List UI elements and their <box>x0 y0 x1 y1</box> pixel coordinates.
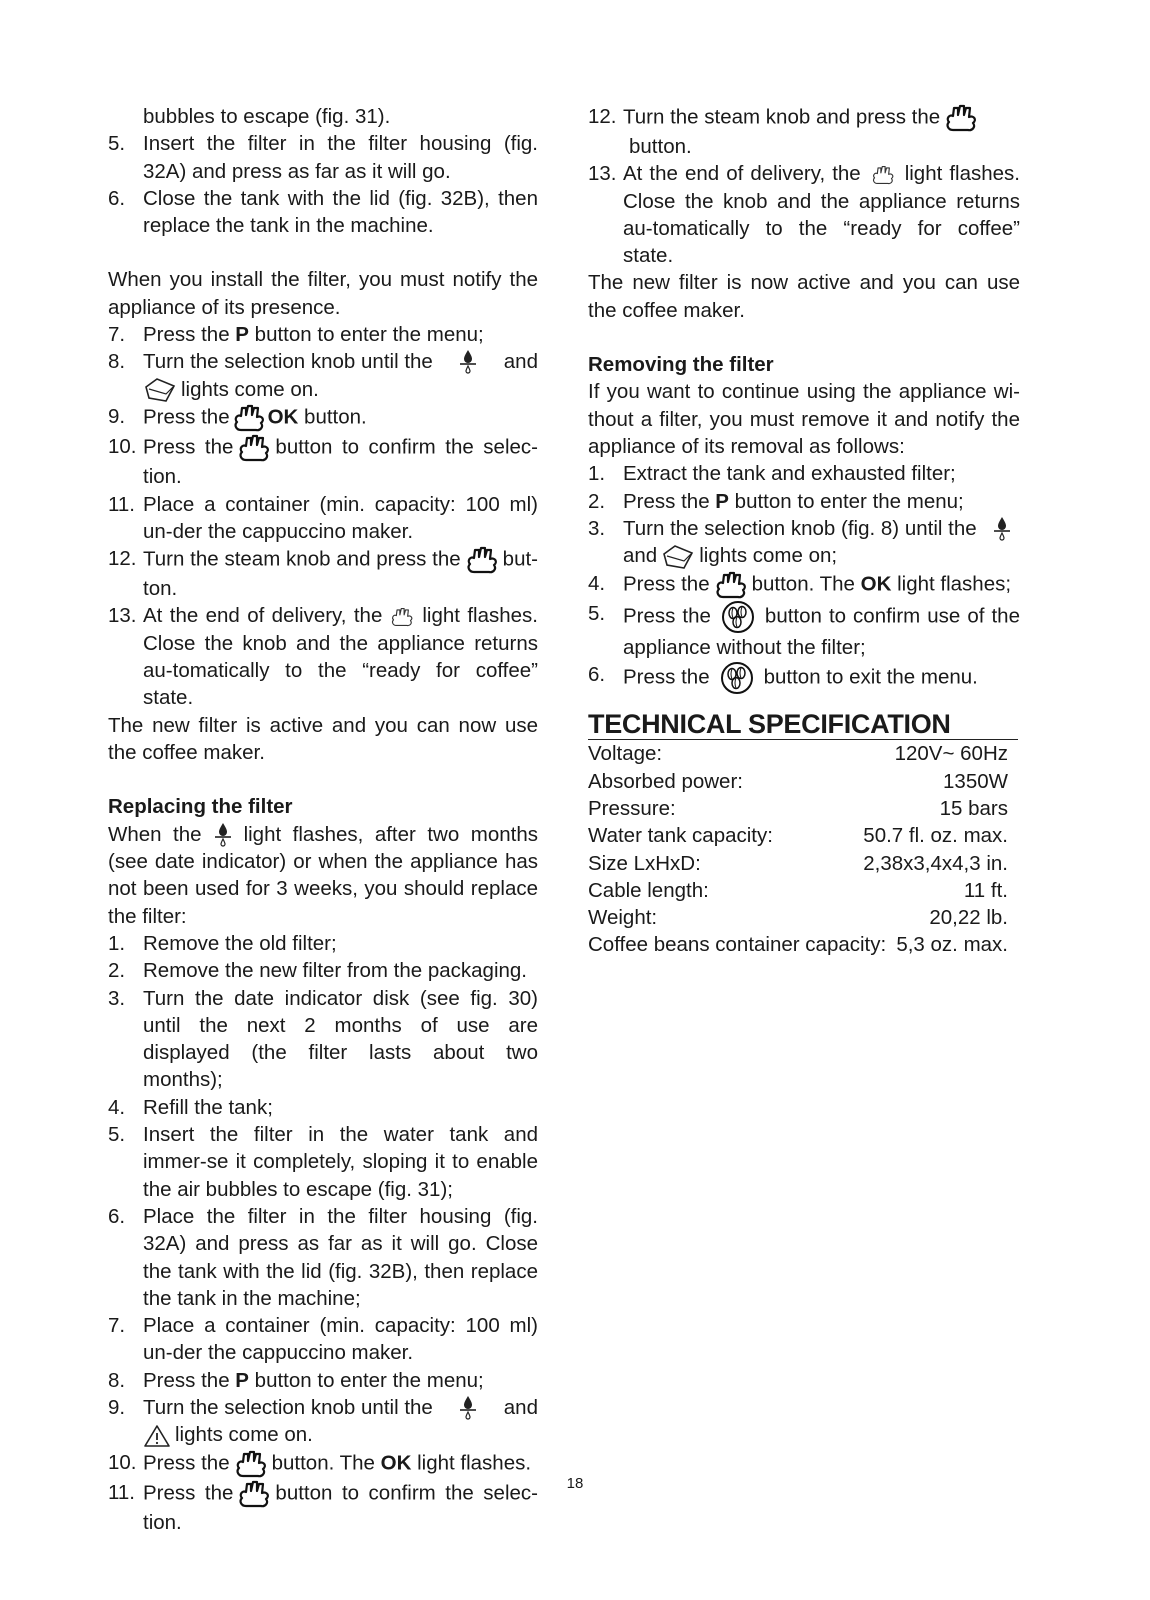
list-item: 8. Turn the selection knob until the and lights come on. <box>108 348 538 403</box>
spec-row: Cable length: 11 ft. <box>588 878 1008 902</box>
coffee-beans-icon <box>720 661 754 695</box>
steam-button-icon <box>714 570 748 600</box>
list-item: 5. Press the button to confirm use of the appliance without the filter; <box>588 602 1020 660</box>
list-item: 1. Extract the tank and exhausted filter; <box>588 462 956 486</box>
section-heading: Removing the filter <box>588 353 774 377</box>
small-steam-icon <box>390 605 414 629</box>
list-item: 3. Turn the date indicator disk (see fig. 30) until the next 2 months of use are displayed (the filter lasts about two months); <box>108 986 538 1092</box>
list-item: 9. Press the OK button. <box>108 403 538 433</box>
list-item: 13. At the end of delivery, the light flashes. Close the knob and the appliance returns au-tomatically to the “ready for coffee” state. <box>588 162 1020 268</box>
right-column <box>588 103 1020 959</box>
steam-button-icon <box>232 403 266 433</box>
list-item: 6. Close the tank with the lid (fig. 32B), then replace the tank in the machine. <box>108 186 538 238</box>
list-item: 7. Place a container (min. capacity: 100 ml) un-der the cappuccino maker. <box>108 1314 538 1365</box>
list-item: 2. Press the P button to enter the menu; <box>588 489 964 513</box>
spec-row: Size LxHxD: 2,38x3,4x4,3 in. <box>588 851 1008 875</box>
water-tank-icon <box>661 544 695 570</box>
water-filter-icon <box>459 349 477 375</box>
list-item: 2. Remove the new filter from the packaging. <box>108 959 527 983</box>
paragraph: When you install the filter, you must notify the appliance of its presence. <box>108 268 538 319</box>
spec-title: TECHNICAL SPECIFICATION <box>588 709 1018 740</box>
paragraph: If you want to continue using the appliance wi-thout a filter, you must remove it and notify the appliance of its removal as follows: <box>588 380 1020 458</box>
paragraph: When the light flashes, after two months (see date indicator) or when the appliance has not been used for 3 weeks, you should replace the filter: <box>108 822 538 928</box>
coffee-beans-icon <box>721 600 755 634</box>
list-item: 11. Place a container (min. capacity: 100 ml) un-der the cappuccino maker. <box>108 492 538 543</box>
list-item: 10. Press the button. The OK light flashes. <box>108 1449 538 1479</box>
spec-row: Pressure: 15 bars <box>588 796 1008 820</box>
list-item: 6. Place the filter in the filter housing (fig. 32A) and press as far as it will go. Close the tank with the lid (fig. 32B), then replace the tank in the machine; <box>108 1204 538 1310</box>
left-column <box>108 103 538 1536</box>
list-item: 5. Insert the filter in the water tank and immer-se it completely, sloping it to enable the air bubbles to escape (fig. 31); <box>108 1123 538 1201</box>
list-item-continuation: bubbles to escape (fig. 31). <box>143 105 391 128</box>
list-item: 11. Press the button to confirm the selec-tion. <box>108 1480 538 1534</box>
list-item: 12. Turn the steam knob and press the button. <box>588 103 1020 160</box>
paragraph: The new filter is now active and you can use the coffee maker. <box>588 271 1020 322</box>
water-filter-icon <box>993 516 1011 542</box>
spec-row: Coffee beans container capacity: 5,3 oz. max. <box>588 933 1008 957</box>
section-heading: Replacing the filter <box>108 795 293 819</box>
water-filter-icon <box>214 822 232 848</box>
spec-row: Voltage: 120V~ 60Hz <box>588 742 1008 766</box>
steam-button-icon <box>237 433 271 463</box>
spec-row: Water tank capacity: 50.7 fl. oz. max. <box>588 824 1008 848</box>
list-item: 1. Remove the old filter; <box>108 931 337 955</box>
small-steam-icon <box>871 163 895 187</box>
list-item: 6. Press the button to exit the menu. <box>588 661 1020 695</box>
list-item: 4. Press the button. The OK light flashes; <box>588 570 1020 600</box>
list-item: 4. Refill the tank; <box>108 1095 273 1119</box>
steam-button-icon <box>944 103 978 133</box>
water-tank-icon <box>143 377 177 403</box>
list-item: 10. Press the button to confirm the selec-tion. <box>108 435 538 489</box>
list-item: 12. Turn the steam knob and press the but-ton. <box>108 547 538 601</box>
spec-row: Absorbed power: 1350W <box>588 769 1008 793</box>
list-item: 8. Press the P button to enter the menu; <box>108 1368 484 1392</box>
spec-row: Weight: 20,22 lb. <box>588 906 1008 930</box>
list-item: 5. Insert the filter in the filter housing (fig. 32A) and press as far as it will go. <box>108 132 538 183</box>
spec-table <box>588 740 1020 958</box>
list-item: 3. Turn the selection knob (fig. 8) until the and lights come on; <box>588 515 1020 570</box>
paragraph: The new filter is active and you can now use the coffee maker. <box>108 713 538 764</box>
warning-icon <box>143 1424 171 1448</box>
water-filter-icon <box>459 1395 477 1421</box>
list-item: 7. Press the P button to enter the menu; <box>108 323 484 347</box>
page-number: 18 <box>566 1475 584 1492</box>
list-item: 9. Turn the selection knob until the and lights come on. <box>108 1396 538 1447</box>
steam-button-icon <box>465 545 499 575</box>
list-item: 13. At the end of delivery, the light flashes. Close the knob and the appliance returns au-tomatically to the “ready for coffee” state. <box>108 604 538 710</box>
